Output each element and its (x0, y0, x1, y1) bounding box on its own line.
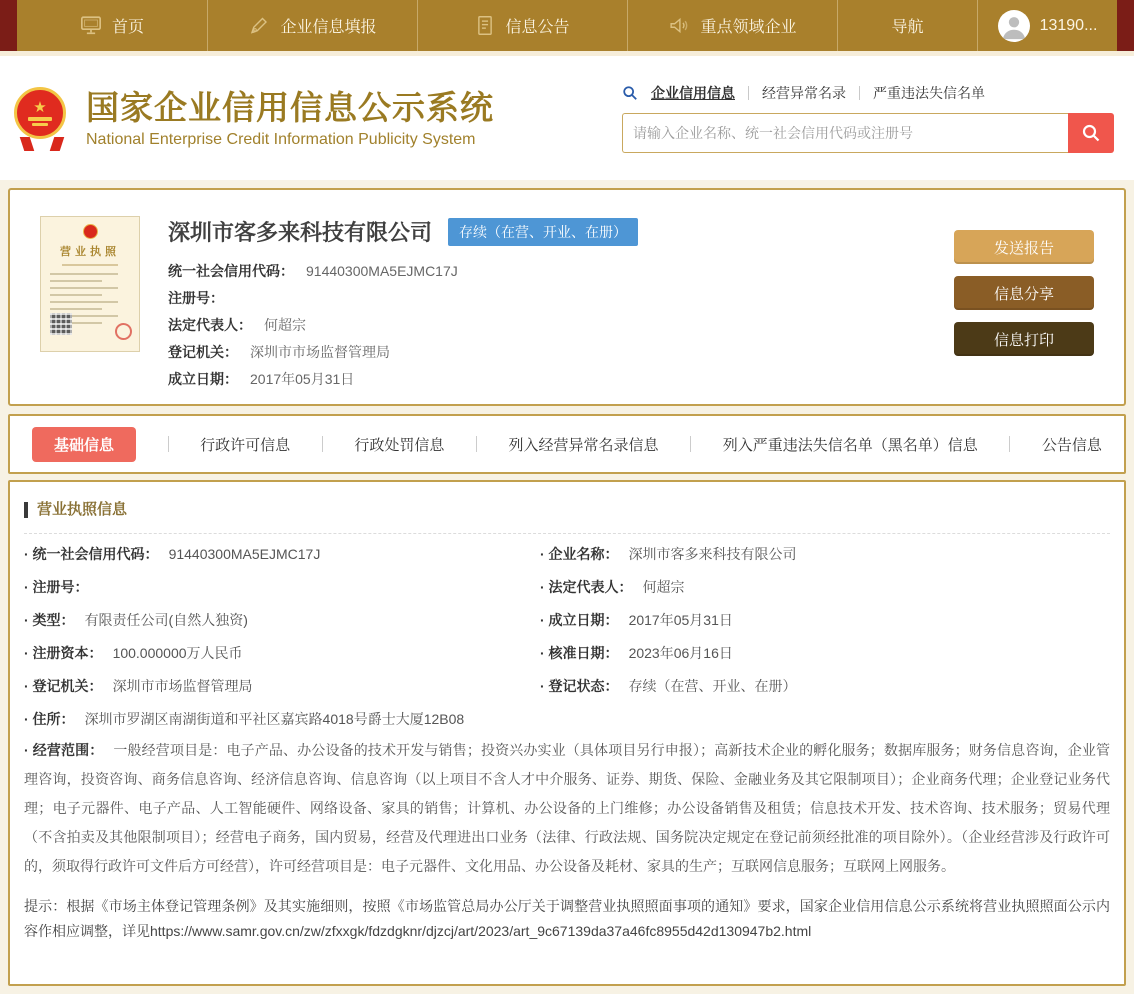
tab-abnormal-operations-list[interactable]: 列入经营异常名录信息 (508, 436, 659, 454)
search-icon (622, 85, 638, 101)
field-approval-date: · 核准日期： 2023年06月16日 (540, 645, 733, 661)
field-address: · 住所： 深圳市罗湖区南湖街道和平社区嘉宾路4018号爵士大厦12B08 (24, 711, 465, 727)
field-registered-capital: · 注册资本： 100.000000万人民币 (24, 645, 243, 661)
card-field-registration-no: 注册号： (168, 290, 224, 306)
document-icon (475, 15, 495, 36)
tab-serious-violations-blacklist[interactable]: 列入严重违法失信名单（黑名单）信息 (722, 436, 978, 454)
field-credit-code: · 统一社会信用代码： 91440300MA5EJMC17J (24, 546, 321, 562)
share-info-button[interactable]: 信息分享 (954, 276, 1094, 310)
national-emblem-logo (14, 87, 70, 149)
site-header (0, 56, 1134, 180)
site-title-block (86, 88, 494, 149)
search-button-icon (1081, 123, 1101, 143)
license-emblem-icon (83, 224, 98, 239)
field-business-scope: · 经营范围： 一般经营项目是：电子产品、办公设备的技术开发与销售；投资兴办实业（具体项目另行申报）；高新技术企业的孵化服务；数据库服务；财务信息咨询，企业管理咨询，投资咨询、商务信息咨询、经济信息咨询、信息咨询（以上项目不含人才中介服务、证券、期货、保险、金融业务及其它限制项目）；企业商务代理；企业登记业务代理；电子元器件、电子产品、人工智能硬件、网络设备、家具的销售；计算机、办公设备的上门维修；办公设备销售及租赁；信息技术开发、技术咨询、技术服务；贸易代理（不含拍卖及其他限制项目）；经营电子商务，国内贸易，经营及代理进出口业务（法律、行政法规、国务院决定规定在登记前须经批准的项目除外）。（企业经营涉及行政许可的，须取得行政许可文件后方可经营），许可经营项目是：电子元器件、文化用品、办公设备及耗材、家具的生产；互联网信息服务；互联网上网服务。 (24, 742, 1110, 874)
tab-divider (690, 436, 691, 452)
username-text: 13190... (1039, 16, 1098, 34)
section-tab-bar (8, 414, 1126, 474)
tab-basic-info[interactable]: 基础信息 (32, 427, 136, 462)
tab-administrative-penalty[interactable]: 行政处罚信息 (354, 436, 445, 454)
company-name: 深圳市客多来科技有限公司 (168, 220, 433, 245)
send-report-button[interactable]: 发送报告 (954, 230, 1094, 264)
license-red-seal (115, 323, 132, 340)
search-block (622, 83, 1120, 153)
tab-divider (322, 436, 323, 452)
search-row (622, 113, 1114, 153)
field-registration-authority: · 登记机关： 深圳市市场监督管理局 (24, 678, 253, 694)
field-company-name: · 企业名称： 深圳市客多来科技有限公司 (540, 546, 797, 562)
nav-item-label: 导航 (891, 19, 924, 36)
license-qr-code (50, 313, 72, 335)
field-registration-status: · 登记状态： 存续（在营、开业、在册） (540, 678, 797, 694)
corner-decoration-left (0, 0, 17, 51)
business-license-info-panel (8, 480, 1126, 986)
nav-item-key-field-enterprises[interactable] (627, 0, 837, 51)
nav-item-information-notice[interactable] (417, 0, 627, 51)
search-input[interactable] (622, 113, 1068, 153)
nav-item-home[interactable] (17, 0, 207, 51)
card-field-registration-authority: 登记机关： 深圳市市场监督管理局 (168, 344, 390, 360)
corner-decoration-right (1117, 0, 1134, 51)
search-link-enterprise-credit[interactable]: 企业信用信息 (651, 85, 735, 101)
nav-item-label: 重点领域企业 (700, 19, 797, 36)
company-summary-card (8, 188, 1126, 406)
license-title: 营业执照 (60, 246, 120, 258)
tab-divider (1009, 436, 1010, 452)
section-title: 营业执照信息 (24, 502, 1110, 518)
business-license-thumbnail[interactable] (40, 216, 140, 352)
card-action-buttons (954, 230, 1094, 384)
nav-item-label: 企业信息填报 (280, 19, 377, 36)
user-avatar-icon (998, 10, 1030, 42)
separator (859, 86, 860, 100)
card-field-credit-code: 统一社会信用代码： 91440300MA5EJMC17J (168, 263, 458, 279)
card-field-establishment-date: 成立日期： 2017年05月31日 (168, 371, 355, 387)
field-establishment-date: · 成立日期： 2017年05月31日 (540, 612, 733, 628)
nav-item-user-account[interactable] (977, 0, 1117, 51)
tab-divider (168, 436, 169, 452)
search-button[interactable] (1068, 113, 1114, 153)
field-company-type: · 类型： 有限责任公司(自然人独资) (24, 612, 248, 628)
speaker-icon (668, 15, 690, 36)
tab-announcement-info[interactable]: 公告信息 (1041, 436, 1102, 454)
monitor-icon (80, 15, 102, 36)
nav-item-navigation[interactable] (837, 0, 977, 51)
site-title: 国家企业信用信息公示系统 (86, 88, 494, 126)
emblem-star-icon: ★ (33, 98, 47, 116)
site-subtitle: National Enterprise Credit Information Publicity System (86, 130, 476, 148)
search-scope-links (622, 83, 1114, 103)
field-legal-representative: · 法定代表人： 何超宗 (540, 579, 685, 595)
notice-text: 提示：根据《市场主体登记管理条例》及其实施细则，按照《市场监管总局办公厅关于调整营业执照照面事项的通知》要求，国家企业信用信息公示系统将营业执照照面公示内容作相应调整，详见https://www.samr.gov.cn/zw/zfxxgk/fdzdgknr/djzcj/art/2023/art_9c67139da37a46fc8955d42d130947b2.html (24, 898, 1110, 939)
tab-administrative-license[interactable]: 行政许可信息 (200, 436, 291, 454)
nav-item-label: 信息公告 (505, 19, 570, 36)
company-main-info (168, 216, 954, 387)
nav-item-label: 首页 (111, 19, 144, 36)
card-field-legal-representative: 法定代表人： 何超宗 (168, 317, 306, 333)
nav-item-enterprise-filing[interactable] (207, 0, 417, 51)
license-fields-grid (24, 538, 1110, 703)
field-registration-no: · 注册号： (24, 579, 89, 595)
status-badge: 存续（在营、开业、在册） (448, 218, 638, 246)
print-info-button[interactable]: 信息打印 (954, 322, 1094, 356)
search-link-abnormal-operations[interactable]: 经营异常名录 (762, 85, 846, 101)
separator (748, 86, 749, 100)
pen-icon (248, 15, 270, 36)
dashed-divider (24, 533, 1110, 534)
search-link-serious-violations[interactable]: 严重违法失信名单 (873, 85, 985, 101)
tab-divider (476, 436, 477, 452)
top-navigation (0, 0, 1134, 51)
